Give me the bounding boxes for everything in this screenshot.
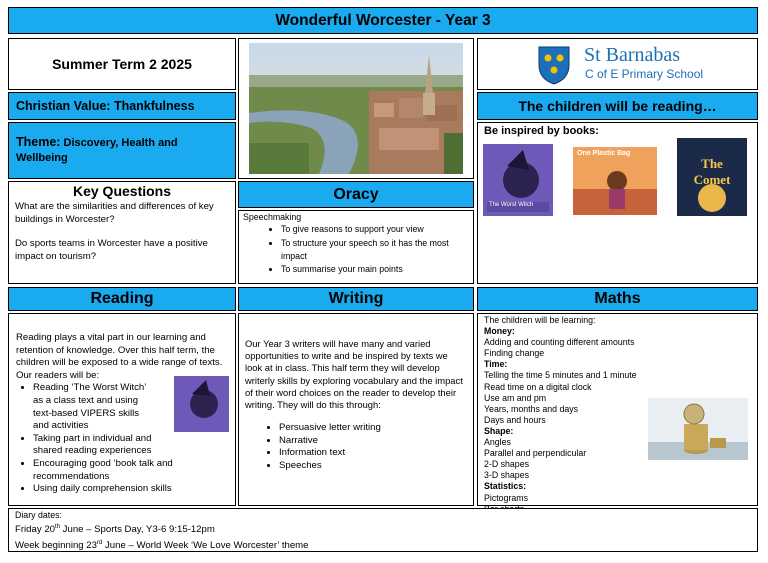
maths-section-title: Money: xyxy=(484,326,515,337)
maths-item: Angles xyxy=(484,437,511,448)
books-box xyxy=(477,122,758,284)
term-label: Summer Term 2 2025 xyxy=(52,56,192,72)
page-title: Wonderful Worcester - Year 3 xyxy=(275,11,491,29)
writing-box xyxy=(238,313,474,506)
reading-item: • Reading ‘The Worst Witch’ as a class text and using text-based VIPERS skills and activities xyxy=(33,382,155,432)
maths-item: Read time on a digital clock xyxy=(484,381,592,392)
maths-item: Parallel and perpendicular xyxy=(484,448,587,459)
oracy-box xyxy=(238,210,474,284)
maths-item: Finding change xyxy=(484,348,545,359)
school-crest-icon xyxy=(537,45,571,85)
key-question-2: Do sports teams in Worcester have a positive impact on tourism? xyxy=(15,238,208,262)
reading-heading: Reading xyxy=(90,290,154,307)
reading-box xyxy=(8,313,236,506)
maths-section-title: Statistics: xyxy=(484,481,527,492)
diary-heading: Diary dates: xyxy=(15,510,62,520)
book-cover-the-comet xyxy=(677,138,747,216)
writing-header xyxy=(238,287,474,311)
maths-section-title: Shape: xyxy=(484,425,514,436)
school-subtitle: C of E Primary School xyxy=(585,67,704,81)
diary-box xyxy=(8,508,758,552)
term-box xyxy=(8,38,236,90)
writing-heading: Writing xyxy=(328,290,384,307)
book-cover-one-plastic-bag xyxy=(573,147,657,215)
key-questions-box xyxy=(8,181,236,284)
coins-photo xyxy=(648,398,748,460)
school-box xyxy=(477,38,758,90)
diary-line-2: Week beginning 23rd June – World Week ‘We Love Worcester’ theme xyxy=(15,539,309,551)
writing-item: • Persuasive letter writing xyxy=(279,422,467,435)
christian-value: Christian Value: Thankfulness xyxy=(16,99,195,113)
reading-item: • Encouraging good ‘book talk and recommendations xyxy=(33,458,229,483)
writing-item: • Speeches xyxy=(279,460,467,473)
maths-item: 2-D shapes xyxy=(484,459,529,470)
reading-header xyxy=(8,287,236,311)
book-title: One Plastic Bag xyxy=(577,150,631,157)
oracy-list xyxy=(243,224,469,276)
maths-intro: The children will be learning: xyxy=(484,315,596,325)
key-questions-heading: Key Questions xyxy=(72,183,172,199)
writing-intro: Our Year 3 writers will have many and varied opportunities to write and be inspired by texts we look at in class. This half term they will develop writerly skills by exploring vocabulary and the impact of their word choices on the reader to develop their writing. They will do this through: xyxy=(245,338,463,411)
reading-item: • Taking part in individual and shared reading experiences xyxy=(33,433,173,458)
book-title: The Comet xyxy=(693,156,731,187)
book-title: The Worst Witch xyxy=(489,202,534,208)
oracy-item: • To give reasons to support your view xyxy=(281,224,469,236)
maths-item: Days and hours xyxy=(484,414,546,425)
inspired-label: Be inspired by books: xyxy=(484,125,599,137)
reading-item: • Using daily comprehension skills xyxy=(33,483,229,496)
theme-label: Theme: xyxy=(16,135,61,149)
worst-witch-cover-small xyxy=(174,376,229,432)
key-question-1: What are the similarities and differences of key buildings in Worcester? xyxy=(15,201,214,225)
maths-item: Years, months and days xyxy=(484,403,579,414)
writing-item: • Information text xyxy=(279,447,467,460)
school-name: St Barnabas xyxy=(584,44,681,66)
title-bar xyxy=(8,7,758,34)
maths-item: Use am and pm xyxy=(484,392,547,403)
book-cover-worst-witch xyxy=(483,144,553,216)
oracy-item: • To structure your speech so it has the most impact xyxy=(281,237,469,262)
reading-banner xyxy=(477,92,758,120)
writing-item: • Narrative xyxy=(279,435,467,448)
maths-item: 3-D shapes xyxy=(484,470,529,481)
oracy-item: • To summarise your main points xyxy=(281,264,469,276)
oracy-intro: Speechmaking xyxy=(243,212,302,222)
oracy-heading: Oracy xyxy=(333,185,379,203)
maths-item: Pictograms xyxy=(484,492,528,503)
diary-line-1: Friday 20th June – Sports Day, Y3-6 9:15-12pm xyxy=(15,524,215,536)
maths-header xyxy=(477,287,758,311)
maths-box xyxy=(477,313,758,506)
oracy-header xyxy=(238,181,474,208)
value-box xyxy=(8,92,236,120)
worcester-photo xyxy=(249,43,463,174)
theme-box xyxy=(8,122,236,179)
photo-box xyxy=(238,38,474,179)
writing-list xyxy=(245,422,467,472)
maths-section-title: Time: xyxy=(484,359,508,370)
maths-heading: Maths xyxy=(594,290,641,307)
maths-item: Adding and counting different amounts xyxy=(484,337,635,348)
theme-text: Discovery, Health and Wellbeing xyxy=(16,137,178,164)
reading-banner-text: The children will be reading… xyxy=(518,98,717,114)
maths-item: Telling the time 5 minutes and 1 minute xyxy=(484,370,637,381)
reading-intro: Reading plays a vital part in our learning and retention of knowledge. Over this half term, the children will be exposed to a wide range of texts. Our readers will be: xyxy=(16,332,223,381)
